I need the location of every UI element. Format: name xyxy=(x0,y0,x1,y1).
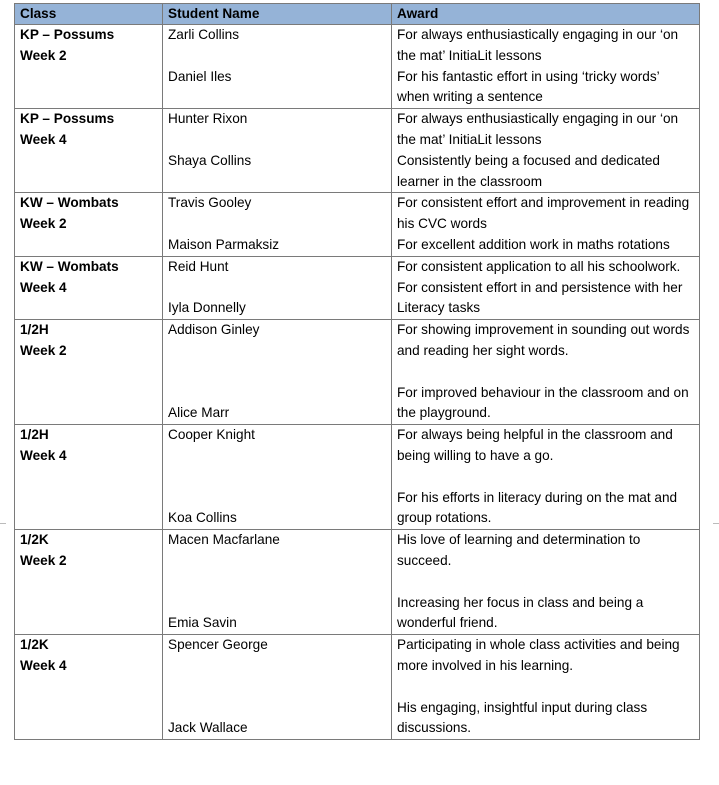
table-row xyxy=(15,530,700,635)
class-name: 1/2K xyxy=(20,637,49,653)
award-text: For always being helpful in the classroom and being willing to have a go. xyxy=(397,427,673,463)
class-name: 1/2K xyxy=(20,532,49,548)
class-week: Week 4 xyxy=(20,131,67,147)
class-cell xyxy=(15,425,163,530)
award-text: Participating in whole class activities and being more involved in his learning. xyxy=(397,637,680,673)
student-cell xyxy=(163,425,392,530)
student-cell xyxy=(163,256,392,319)
student-name: Jack Wallace xyxy=(168,720,248,736)
page-edge-mark-left xyxy=(0,523,6,524)
class-name: KP – Possums xyxy=(20,111,115,127)
table-row xyxy=(15,25,700,109)
award-cell xyxy=(392,425,700,530)
student-name: Addison Ginley xyxy=(168,322,260,338)
award-text: Increasing her focus in class and being a wonderful friend. xyxy=(397,594,644,631)
table-row xyxy=(15,320,700,425)
student-name: Emia Savin xyxy=(168,615,237,631)
student-cell xyxy=(163,25,392,109)
class-cell xyxy=(15,25,163,109)
award-cell xyxy=(392,320,700,425)
table-row xyxy=(15,425,700,530)
table-row xyxy=(15,256,700,319)
student-name: Travis Gooley xyxy=(168,195,252,211)
student-name: Cooper Knight xyxy=(168,427,255,443)
award-text: His love of learning and determination to succeed. xyxy=(397,532,641,568)
header-class: Class xyxy=(15,4,163,25)
award-cell xyxy=(392,635,700,740)
award-text: His engaging, insightful input during class discussions. xyxy=(397,699,648,736)
student-cell xyxy=(163,530,392,635)
student-name: Zarli Collins xyxy=(168,27,240,42)
student-name: Koa Collins xyxy=(168,510,237,526)
table-row xyxy=(15,635,700,740)
award-cell xyxy=(392,530,700,635)
class-week: Week 4 xyxy=(20,447,67,463)
award-text: For consistent effort and improvement in reading his CVC words xyxy=(397,195,690,232)
student-name: Daniel Iles xyxy=(168,68,232,84)
class-week: Week 4 xyxy=(20,657,67,673)
student-cell xyxy=(163,320,392,425)
student-name: Spencer George xyxy=(168,637,268,653)
student-cell xyxy=(163,109,392,193)
class-cell xyxy=(15,320,163,425)
header-student-name: Student Name xyxy=(163,4,392,25)
award-text: Consistently being a focused and dedicated learner in the classroom xyxy=(397,152,660,189)
class-name: 1/2H xyxy=(20,322,49,338)
page-edge-mark-right xyxy=(713,523,719,524)
student-cell xyxy=(163,193,392,256)
class-name: KW – Wombats xyxy=(20,258,119,274)
student-name: Alice Marr xyxy=(168,405,230,421)
award-text: For always enthusiastically engaging in our ‘on the mat’ InitiaLit lessons xyxy=(397,27,679,63)
class-name: KP – Possums xyxy=(20,27,115,42)
class-week: Week 2 xyxy=(20,216,67,232)
class-cell xyxy=(15,256,163,319)
award-cell xyxy=(392,25,700,109)
table-row xyxy=(15,193,700,256)
award-text: For his fantastic effort in using ‘tricky words’ when writing a sentence xyxy=(397,68,660,105)
award-text: For his efforts in literacy during on the mat and group rotations. xyxy=(397,489,678,526)
student-name: Macen Macfarlane xyxy=(168,532,280,548)
student-name: Iyla Donnelly xyxy=(168,300,246,316)
award-text: For consistent effort in and persistence with her Literacy tasks xyxy=(397,279,683,316)
class-week: Week 2 xyxy=(20,47,67,63)
student-name: Maison Parmaksiz xyxy=(168,236,280,252)
awards-table xyxy=(14,3,700,740)
student-name: Hunter Rixon xyxy=(168,111,248,127)
award-text: For improved behaviour in the classroom and on the playground. xyxy=(397,384,689,421)
class-cell xyxy=(15,530,163,635)
student-name: Shaya Collins xyxy=(168,152,252,168)
class-week: Week 2 xyxy=(20,342,67,358)
header-award: Award xyxy=(392,4,700,25)
student-name: Reid Hunt xyxy=(168,258,229,274)
award-text: For showing improvement in sounding out words and reading her sight words. xyxy=(397,322,690,358)
student-cell xyxy=(163,635,392,740)
class-week: Week 2 xyxy=(20,552,67,568)
award-cell xyxy=(392,193,700,256)
award-text: For excellent addition work in maths rotations xyxy=(397,236,670,252)
table-row xyxy=(15,109,700,193)
class-name: KW – Wombats xyxy=(20,195,119,211)
header-row xyxy=(15,4,700,25)
class-cell xyxy=(15,635,163,740)
award-cell xyxy=(392,256,700,319)
award-text: For always enthusiastically engaging in our ‘on the mat’ InitiaLit lessons xyxy=(397,111,679,147)
award-text: For consistent application to all his schoolwork. xyxy=(397,258,681,274)
table-body xyxy=(15,25,700,740)
class-cell xyxy=(15,193,163,256)
class-name: 1/2H xyxy=(20,427,49,443)
class-cell xyxy=(15,109,163,193)
award-cell xyxy=(392,109,700,193)
class-week: Week 4 xyxy=(20,279,67,295)
